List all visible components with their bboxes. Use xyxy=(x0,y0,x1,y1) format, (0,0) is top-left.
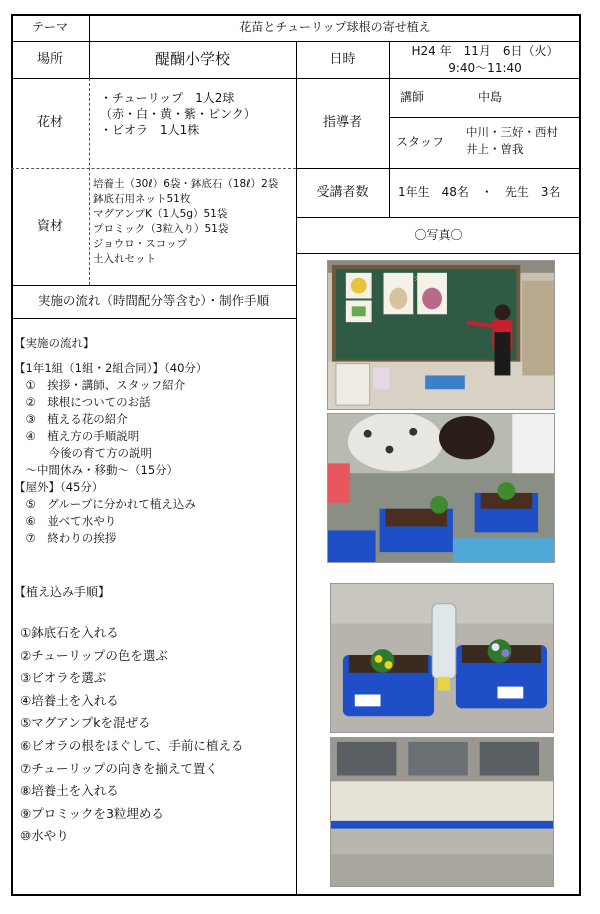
supply-label: 資材 xyxy=(36,218,63,234)
step-item: ②チューリップの色を選ぶ xyxy=(20,647,168,663)
flow-heading: 【実施の流れ】 xyxy=(14,336,95,350)
step-item: ①鉢底石を入れる xyxy=(20,625,119,640)
step-item: ⑩水やり xyxy=(20,828,69,844)
place-value: 醍醐小学校 xyxy=(154,50,230,69)
step-item: ⑦チューリップの向きを揃えて置く xyxy=(20,760,218,776)
step-item: ③ビオラを選ぶ xyxy=(20,670,107,686)
lined-up-illustration xyxy=(331,738,553,886)
row-divider xyxy=(389,117,581,118)
time-line: 9:40～11:40 xyxy=(448,61,522,75)
flow-line: ① 挨拶・講師、スタッフ紹介 xyxy=(14,378,186,392)
classroom-photo xyxy=(327,260,555,410)
photo-label: 〇写真〇 xyxy=(414,227,463,242)
classroom-illustration xyxy=(328,261,554,409)
steps-list xyxy=(20,622,292,848)
lined-up-photo xyxy=(330,737,554,887)
flow-line: ② 球根についてのお話 xyxy=(14,395,151,409)
date-line: H24 年 11月 6日（火） xyxy=(411,44,559,58)
flow-line: 【屋外】（45分） xyxy=(14,480,104,494)
planters-illustration xyxy=(331,584,553,732)
staff-name-line: 井上・曽我 xyxy=(466,142,524,156)
board-card-label: たまねぎ xyxy=(419,275,443,283)
theme-value: 花苗とチューリップ球根の寄せ植え xyxy=(239,20,431,35)
step-item: ④培養土を入れる xyxy=(20,692,119,708)
flow-line: 【1年1組（1組・2組合同）】（40分） xyxy=(14,361,208,375)
supply-item: ジョウロ・スコップ xyxy=(93,238,188,250)
flower-label: 花材 xyxy=(36,115,63,131)
step-item: ⑥ビオラの根をほぐして、手前に植える xyxy=(20,737,244,753)
flow-line: ⑥ 並べて水やり xyxy=(14,514,117,528)
flower-item: （赤・白・黄・紫・ピンク） xyxy=(100,107,256,121)
step-item: ⑨プロミックを3粒埋める xyxy=(20,805,164,821)
lecturer-label: 講師 xyxy=(400,90,425,104)
planters-photo xyxy=(330,583,554,733)
flow-line: ④ 植え方の手順説明 xyxy=(14,429,140,443)
theme-label: テーマ xyxy=(31,20,68,35)
col-divider xyxy=(89,78,90,285)
planting-illustration xyxy=(328,414,554,562)
flow-line: ③ 植える花の紹介 xyxy=(14,412,128,426)
supply-item: マグアンプK（1人5g）51袋 xyxy=(93,208,228,220)
row-divider xyxy=(296,253,581,254)
flow-line: ⑤ グループに分かれて植え込み xyxy=(14,497,196,511)
supply-item: プロミック（3粒入り）51袋 xyxy=(93,223,229,235)
flower-list xyxy=(100,90,294,138)
staff-label: スタッフ xyxy=(396,135,445,149)
flower-item: ・ビオラ 1人1株 xyxy=(100,123,200,137)
row-divider xyxy=(11,318,296,319)
flower-item: ・チューリップ 1人2球 xyxy=(100,91,235,105)
date-value xyxy=(389,42,581,78)
attendee-label: 受講者数 xyxy=(316,184,369,200)
supply-list xyxy=(93,177,295,267)
board-card-label: チューリップ xyxy=(384,275,420,283)
staff-names xyxy=(466,124,578,158)
place-label: 場所 xyxy=(36,51,63,67)
planting-photo xyxy=(327,413,555,563)
lecturer-name: 中島 xyxy=(478,90,503,104)
guide-label: 指導者 xyxy=(322,115,362,131)
flow-line: ～中間休み・移動～（15分） xyxy=(14,463,179,477)
date-label: 日時 xyxy=(329,51,356,67)
supply-item: 培養土（30ℓ）6袋・鉢底石（18ℓ）2袋 xyxy=(93,178,279,190)
step-item: ⑤マグアンプkを混ぜる xyxy=(20,715,151,731)
flow-list xyxy=(14,360,294,547)
steps-heading: 【植え込み手順】 xyxy=(14,585,111,599)
flow-section-label: 実施の流れ（時間配分等含む）・制作手順 xyxy=(37,293,270,309)
staff-name-line: 中川・三好・西村 xyxy=(466,125,558,139)
attendee-value: 1年生 48名 ・ 先生 3名 xyxy=(398,185,561,199)
supply-item: 土入れセット xyxy=(93,253,156,265)
supply-item: 鉢底石用ネット51枚 xyxy=(93,193,191,205)
flow-line: ⑦ 終わりの挨拶 xyxy=(14,531,117,545)
step-item: ⑧培養土を入れる xyxy=(20,783,119,799)
flow-line: 今後の育て方の説明 xyxy=(14,446,152,460)
